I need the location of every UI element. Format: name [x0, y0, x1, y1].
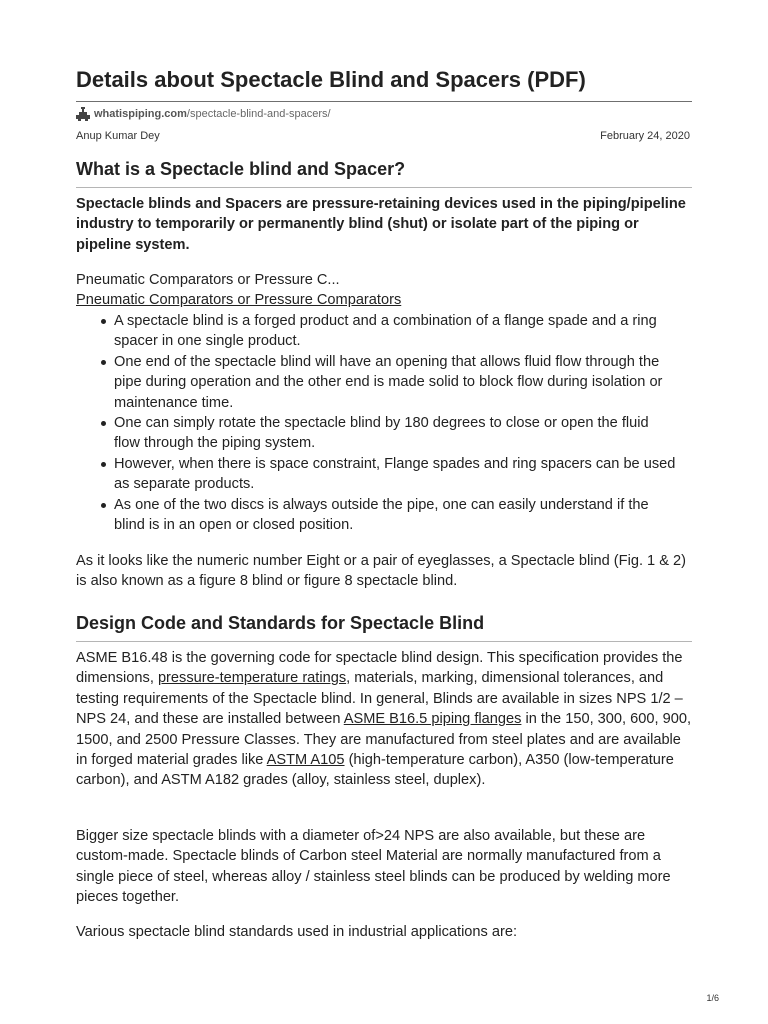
- custom-size-paragraph: Bigger size spectacle blinds with a diameter of>24 NPS are also available, but these are custom-made. Spectacle blinds of Carbon steel Material are normally manufactured from a single piece of steel, whereas alloy / stainless steel blinds can be produced by welding more pieces together.: [76, 828, 671, 906]
- related-article-truncated: Pneumatic Comparators or Pressure C...: [76, 272, 340, 288]
- section-divider: [76, 187, 692, 188]
- list-item: However, when there is space constraint, Flange spades and ring spacers can be used as separate products.: [76, 454, 692, 495]
- paragraph-text: , materials, marking, dimensional tolerances, and testing requirements of the Spectacle blind. In general, Blinds are available in sizes NPS 1/2 – NPS 24, and these are installed between: [76, 670, 683, 728]
- section-divider: [76, 641, 692, 642]
- pressure-temperature-link[interactable]: pressure-temperature ratings: [157, 670, 347, 687]
- publish-date: February 24, 2020: [600, 130, 690, 142]
- section-heading-design-code: Design Code and Standards for Spectacle Blind: [76, 613, 485, 633]
- related-article-link[interactable]: Pneumatic Comparators or Pressure Comparators: [76, 292, 402, 308]
- intro-paragraph: Spectacle blinds and Spacers are pressure-retaining devices used in the piping/pipeline industry to temporarily or permanently blind (shut) or isolate part of the piping or pipeline system.: [76, 196, 686, 253]
- list-item: One end of the spectacle blind will have an opening that allows fluid flow through the pipe during operation and the other end is made solid to block flow during isolation or maintenance time.: [76, 352, 692, 413]
- title-divider: [76, 101, 692, 102]
- asme-b165-link[interactable]: ASME B16.5 piping flanges: [343, 711, 522, 728]
- figure-paragraph: As it looks like the numeric number Eight or a pair of eyeglasses, a Spectacle blind (Fig. 1 & 2) is also known as a figure 8 blind or figure 8 spectacle blind.: [76, 553, 686, 590]
- feature-bullet-list: [76, 311, 692, 535]
- list-item: As one of the two discs is always outside the pipe, one can easily understand if the blind is in an open or closed position.: [76, 495, 692, 536]
- section-heading-what-is: What is a Spectacle blind and Spacer?: [76, 159, 406, 179]
- source-domain-link[interactable]: whatispiping.com: [94, 108, 187, 120]
- list-item: A spectacle blind is a forged product and a combination of a flange spade and a ring spacer in one single product.: [76, 311, 692, 352]
- design-code-paragraph: [76, 648, 692, 791]
- paragraph-text: (high-temperature carbon), A350 (low-temperature carbon), and ASTM A182 grades (alloy, stainless steel, duplex).: [76, 752, 674, 789]
- astm-a105-link[interactable]: ASTM A105: [266, 752, 345, 769]
- author-name: Anup Kumar Dey: [76, 130, 160, 142]
- pipe-valve-icon: [76, 107, 90, 121]
- list-item: One can simply rotate the spectacle blind by 180 degrees to close or open the fluid flow through the piping system.: [76, 413, 692, 454]
- page-number: 1/6: [706, 993, 719, 1003]
- paragraph-text: in the 150, 300, 600, 900, 1500, and 2500 Pressure Classes. They are manufactured from steel plates and are available in forged material grades like: [76, 711, 691, 769]
- page-title: Details about Spectacle Blind and Spacers (PDF): [76, 67, 586, 92]
- standards-intro-paragraph: Various spectacle blind standards used in industrial applications are:: [76, 924, 518, 940]
- source-line: [76, 107, 331, 121]
- source-path-link[interactable]: /spectacle-blind-and-spacers/: [186, 108, 331, 120]
- paragraph-text: ASME B16.48 is the governing code for spectacle blind design. This specification provides the dimensions,: [76, 650, 683, 687]
